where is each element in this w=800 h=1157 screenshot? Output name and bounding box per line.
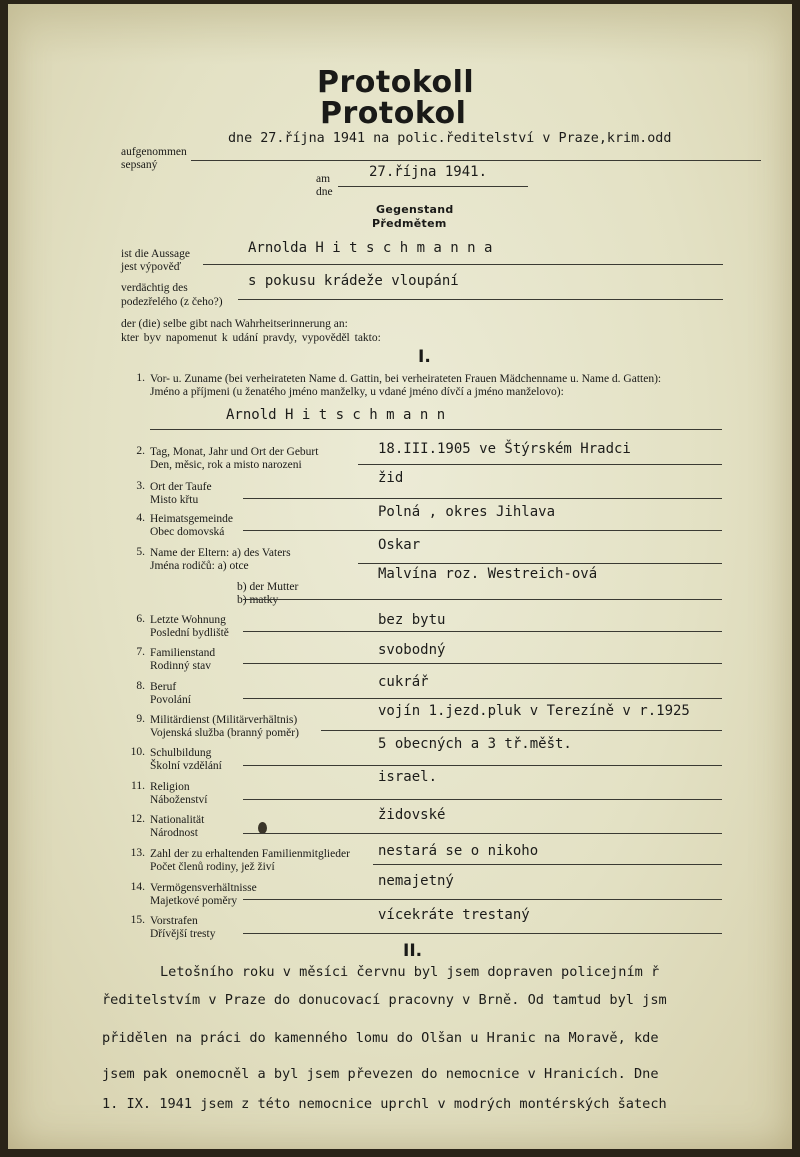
date-value: 27.října 1941.	[369, 164, 488, 180]
field-underline	[321, 730, 722, 731]
field-label-de: Vermögensverhältnisse	[150, 882, 257, 894]
section-one-heading: I.	[418, 347, 431, 367]
paper-stain	[8, 4, 792, 64]
protocol-form-page	[8, 4, 792, 1149]
field-number: 6.	[136, 613, 145, 625]
name-underline	[150, 429, 722, 430]
field-label-cz: Školní vzdělání	[150, 760, 222, 772]
field-label-de: Vorstrafen	[150, 915, 198, 927]
field-number: 4.	[136, 512, 145, 524]
field-underline	[373, 864, 722, 865]
field-label-cz: Vojenská služba (branný poměr)	[150, 727, 299, 739]
field-label-cz: Národnost	[150, 827, 198, 839]
name-label-cz: Jméno a příjmeni (u ženatého jméno manželky, u vdané jméno dívčí a jméno manželovo):	[150, 386, 564, 398]
date-underline	[338, 186, 528, 187]
name-value: Arnold H i t s c h m a n n	[226, 407, 446, 423]
recorded-label-cz: sepsaný	[121, 159, 158, 171]
field-label-cz: Rodinný stav	[150, 660, 212, 672]
field-number: 1.	[136, 372, 145, 384]
narrative-line: ředitelstvím v Praze do donucovací pracovny v Brně. Od tamtud byl jsm	[102, 992, 667, 1008]
oath-label-cz: kter byv napomenut k udání pravdy, vypověděl takto:	[121, 332, 381, 344]
field-underline	[243, 765, 722, 766]
field-label-de: Nationalität	[150, 814, 205, 826]
field-number: 9.	[136, 713, 145, 725]
field-value: vícekráte trestaný	[378, 907, 530, 923]
field-number: 7.	[136, 646, 145, 658]
suspect-label-de: verdächtig des	[121, 282, 188, 294]
narrative-line: jsem pak onemocněl a byl jsem převezen do nemocnice v Hranicích. Dne	[102, 1066, 659, 1082]
field-label-cz: Misto křtu	[150, 494, 199, 506]
oath-label-de: der (die) selbe gibt nach Wahrheitserinnerung an:	[121, 318, 348, 330]
recorded-label-de: aufgenommen	[121, 146, 187, 158]
field-label-cz: b) matky	[237, 594, 279, 606]
field-label-cz: Dřívější tresty	[150, 928, 216, 940]
subject-heading-cz: Předmětem	[372, 217, 447, 230]
field-underline	[243, 599, 722, 600]
suspect-underline	[238, 299, 723, 300]
field-value: židovské	[378, 807, 446, 823]
field-underline	[243, 663, 722, 664]
field-number: 10.	[130, 746, 145, 758]
dne-label: dne	[316, 186, 333, 198]
field-number: 15.	[130, 914, 145, 926]
field-underline	[243, 498, 722, 499]
field-value: Polná , okres Jihlava	[378, 504, 556, 520]
field-value: cukrář	[378, 674, 429, 690]
field-number: 14.	[130, 881, 145, 893]
statement-underline	[203, 264, 723, 265]
field-number: 3.	[136, 480, 145, 492]
section-two-heading: II.	[403, 941, 423, 961]
field-underline	[243, 530, 722, 531]
title-czech: Protokol	[320, 96, 467, 131]
field-number: 13.	[130, 847, 145, 859]
field-underline	[243, 899, 722, 900]
field-underline	[358, 464, 722, 465]
field-number: 2.	[136, 445, 145, 457]
suspect-label-cz: podezřelého (z čeho?)	[121, 296, 223, 308]
field-label-de: Religion	[150, 781, 190, 793]
field-label-cz: Majetkové poměry	[150, 895, 238, 907]
statement-label-cz: jest výpověď	[121, 261, 182, 273]
field-value: 18.III.1905 ve Štýrském Hradci	[378, 441, 631, 457]
field-underline	[243, 933, 722, 934]
field-label-de: Militärdienst (Militärverhältnis)	[150, 714, 298, 726]
title-german: Protokoll	[317, 65, 475, 100]
recorded-underline	[191, 160, 761, 161]
field-label-de: b) der Mutter	[237, 581, 299, 593]
field-underline	[243, 833, 722, 834]
field-label-de: Tag, Monat, Jahr und Ort der Geburt	[150, 446, 319, 458]
narrative-line: 1. IX. 1941 jsem z této nemocnice uprchl v modrých montérských šatech	[102, 1096, 667, 1112]
recorded-value: dne 27.října 1941 na polic.ředitelství v Praze,krim.odd	[228, 131, 672, 146]
statement-value: Arnolda H i t s c h m a n n a	[248, 240, 493, 256]
field-value: 5 obecných a 3 tř.měšt.	[378, 736, 572, 752]
field-value: Oskar	[378, 537, 421, 553]
name-label-de: Vor- u. Zuname (bei verheirateten Name d. Gattin, bei verheirateten Frauen Mädchenname u. Name d. Gatten):	[150, 373, 662, 385]
field-value: Malvína roz. Westreich-ová	[378, 566, 598, 582]
narrative-line: přidělen na práci do kamenného lomu do Olšan u Hranic na Moravě, kde	[102, 1030, 659, 1046]
field-label-cz: Poslední bydliště	[150, 627, 229, 639]
field-label-de: Heimatsgemeinde	[150, 513, 234, 525]
field-underline	[358, 563, 722, 564]
subject-heading-de: Gegenstand	[376, 203, 454, 216]
field-value: bez bytu	[378, 612, 446, 628]
field-value: nemajetný	[378, 873, 454, 889]
field-label-cz: Počet členů rodiny, jež živí	[150, 861, 275, 873]
field-label-de: Familienstand	[150, 647, 216, 659]
field-label-de: Ort der Taufe	[150, 481, 212, 493]
field-underline	[243, 698, 722, 699]
field-label-cz: Povolání	[150, 694, 191, 706]
field-label-de: Letzte Wohnung	[150, 614, 226, 626]
field-label-de: Beruf	[150, 681, 177, 693]
narrative-line: Letošního roku v měsíci červnu byl jsem dopraven policejním ř	[160, 964, 660, 980]
field-value: israel.	[378, 769, 438, 785]
field-number: 11.	[131, 780, 145, 792]
field-label-de: Zahl der zu erhaltenden Familienmitglieder	[150, 848, 350, 860]
field-label-cz: Náboženství	[150, 794, 208, 806]
suspect-value: s pokusu krádeže vloupání	[248, 273, 459, 289]
field-value: svobodný	[378, 642, 446, 658]
field-label-cz: Den, měsic, rok a misto narozeni	[150, 459, 302, 471]
field-label-cz: Obec domovská	[150, 526, 225, 538]
field-underline	[243, 799, 722, 800]
field-label-cz: Jména rodičů: a) otce	[150, 560, 249, 572]
field-value: vojín 1.jezd.pluk v Terezíně v r.1925	[378, 703, 690, 719]
statement-label-de: ist die Aussage	[121, 248, 190, 260]
field-number: 5.	[136, 546, 145, 558]
field-number: 12.	[130, 813, 145, 825]
field-number: 8.	[136, 680, 145, 692]
am-label: am	[316, 173, 331, 185]
field-value: žid	[378, 470, 404, 486]
field-label-de: Name der Eltern: a) des Vaters	[150, 547, 291, 559]
field-value: nestará se o nikoho	[378, 843, 539, 859]
field-underline	[243, 631, 722, 632]
field-label-de: Schulbildung	[150, 747, 212, 759]
